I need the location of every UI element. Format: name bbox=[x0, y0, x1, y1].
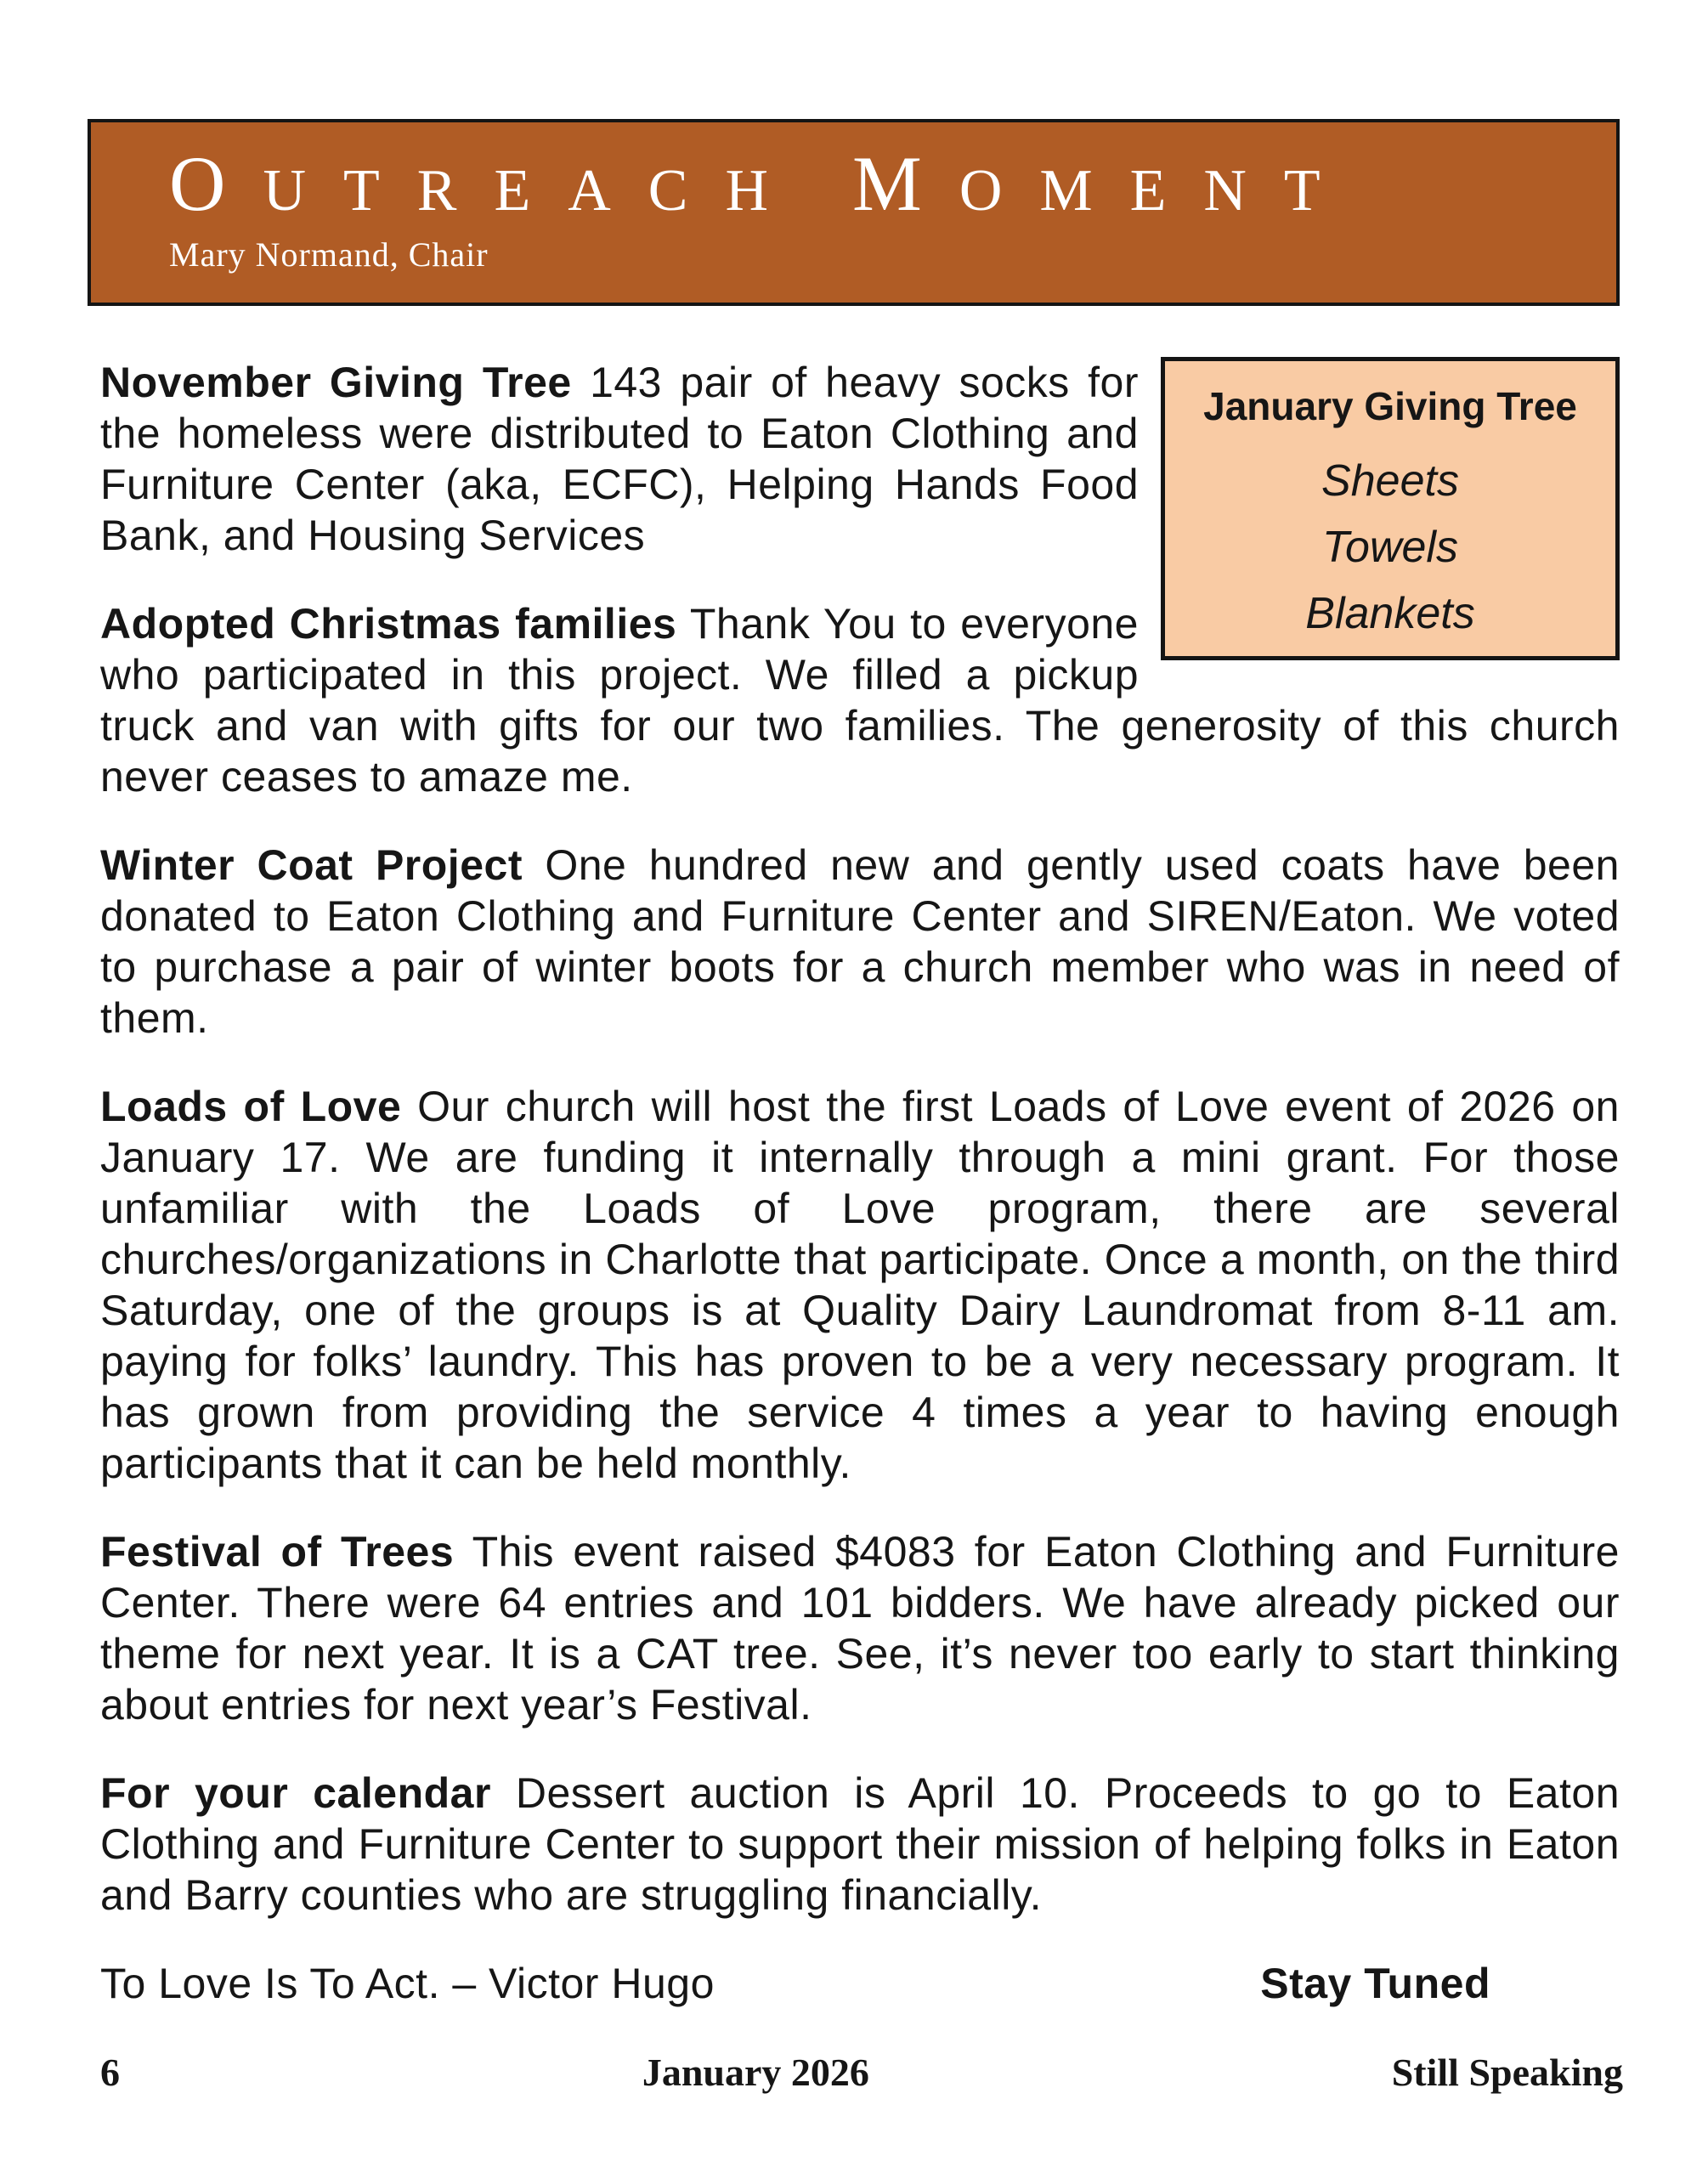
giving-tree-item-towels: Towels bbox=[1322, 523, 1458, 572]
outreach-moment-banner bbox=[88, 119, 1620, 306]
footer-page-number: 6 bbox=[100, 2051, 120, 2094]
paragraph-lead-in: Loads of Love bbox=[100, 1083, 402, 1130]
january-giving-tree-box bbox=[1161, 357, 1620, 660]
paragraph-for-your-calendar bbox=[100, 1768, 1620, 1921]
paragraph-text: This event raised $4083 for Eaton Clothing and Furniture Center. There were 64 entries and 101 bidders. We have already picked our theme for next year. It is a CAT tree. See, it’s never too early to start thinking about entries for next year’s Festival. bbox=[100, 1528, 1620, 1729]
paragraph-text: Dessert auction is April 10. Proceeds to go to Eaton Clothing and Furniture Center to support their mission of helping folks in Eaton and Barry counties who are struggling financially. bbox=[100, 1769, 1620, 1919]
banner-chair-subtitle: Mary Normand, Chair bbox=[169, 235, 489, 274]
paragraph-text: Our church will host the first Loads of Love event of 2026 on January 17. We are funding it internally through a mini grant. For those unfamiliar with the Loads of Love program, there are several churches/organizations in Charlotte that participate. Once a month, on the third Saturday, one of the groups is at Quality Dairy Laundromat from 8-11 am. paying for folks’ laundry. This has proven to be a very necessary program. It has grown from providing the service 4 times a year to having enough participants that it can be held monthly. bbox=[100, 1083, 1620, 1487]
banner-title bbox=[169, 140, 1616, 227]
victor-hugo-quote: To Love Is To Act. – Victor Hugo bbox=[100, 1960, 715, 2007]
giving-tree-box-title: January Giving Tree bbox=[1203, 384, 1577, 428]
paragraph-lead-in: November Giving Tree bbox=[100, 359, 572, 406]
banner-title-rest: OMENT bbox=[959, 158, 1358, 223]
footer-issue-date: January 2026 bbox=[642, 2051, 869, 2094]
paragraph-text: One hundred new and gently used coats have been donated to Eaton Clothing and Furniture Center and SIREN/Eaton. We voted to purchase a pair of winter boots for a church member who was in need of them. bbox=[100, 841, 1620, 1042]
giving-tree-item-sheets: Sheets bbox=[1321, 456, 1459, 506]
paragraph-text: 143 pair of heavy socks for the homeless were distributed to Eaton Clothing and Furniture Center (aka, ECFC), Helping Hands Food Bank, and Housing Services bbox=[100, 359, 1139, 559]
banner-title-word-outreach bbox=[169, 140, 806, 227]
paragraph-lead-in: Winter Coat Project bbox=[100, 841, 523, 889]
paragraph-winter-coat-project bbox=[100, 840, 1620, 1044]
newsletter-body bbox=[100, 357, 1620, 2009]
paragraph-festival-of-trees bbox=[100, 1526, 1620, 1730]
paragraph-text: Thank You to everyone who participated in this project. We filled a pickup truck and van with gifts for our two families. The generosity of this church never ceases to amaze me. bbox=[100, 600, 1620, 801]
giving-tree-item-blankets: Blankets bbox=[1305, 589, 1475, 638]
closing-row bbox=[100, 1958, 1620, 2009]
stay-tuned-label: Stay Tuned bbox=[1260, 1960, 1490, 2007]
paragraph-loads-of-love bbox=[100, 1081, 1620, 1489]
banner-title-rest: UTREACH bbox=[263, 158, 806, 223]
banner-title-initial: O bbox=[169, 140, 263, 227]
banner-title-word-moment bbox=[852, 140, 1358, 227]
footer-publication-name: Still Speaking bbox=[1391, 2051, 1623, 2094]
page-footer bbox=[100, 2050, 1623, 2095]
paragraph-lead-in: Adopted Christmas families bbox=[100, 600, 677, 648]
paragraph-lead-in: Festival of Trees bbox=[100, 1528, 455, 1576]
paragraph-lead-in: For your calendar bbox=[100, 1769, 491, 1817]
banner-title-initial: M bbox=[852, 140, 959, 227]
